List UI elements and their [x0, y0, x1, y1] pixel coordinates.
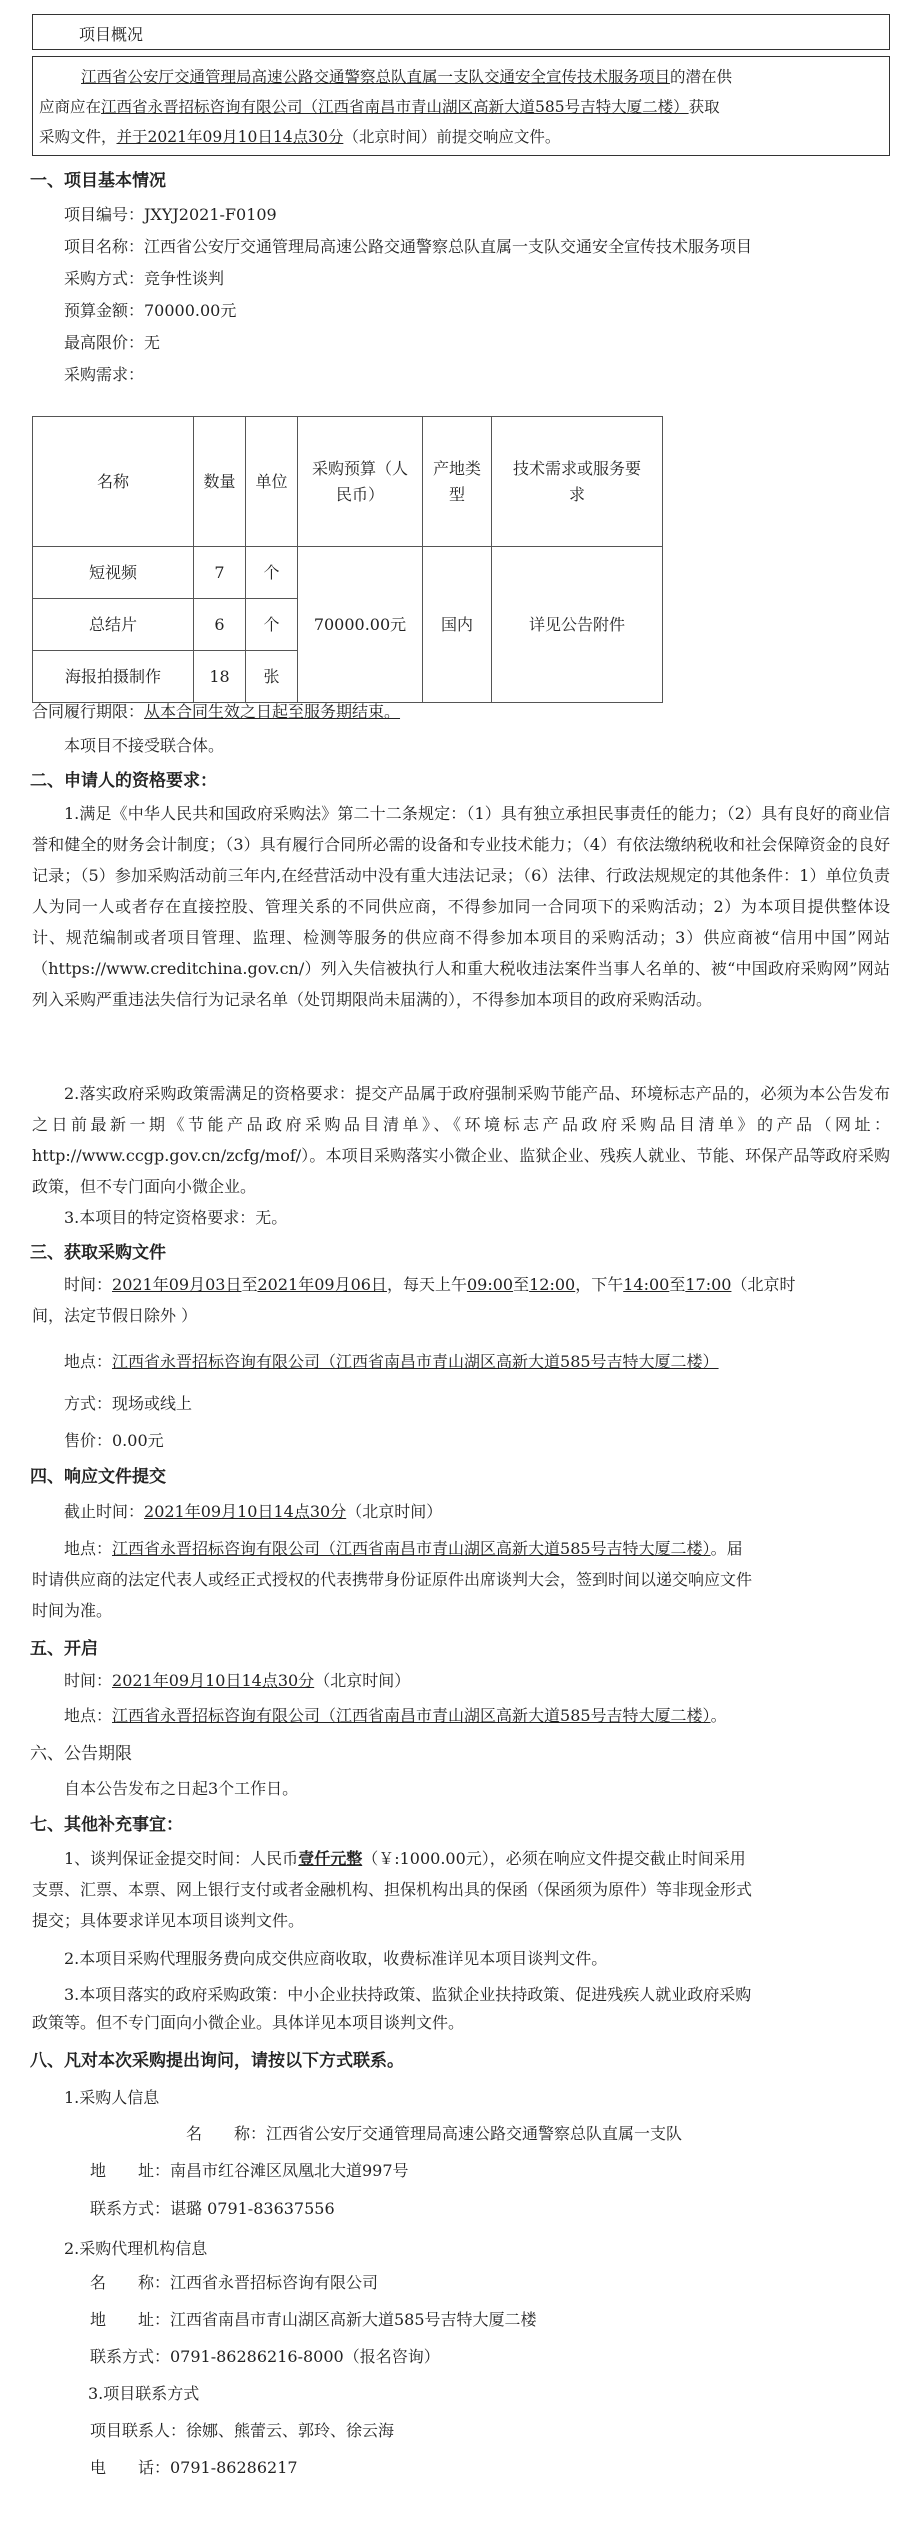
agent-name: 名 称：江西省永晋招标咨询有限公司	[90, 2273, 379, 2292]
deposit-line-2: 支票、汇票、本票、网上银行支付或者金融机构、担保机构出具的保函（保函须为原件）等非现金形式	[32, 1880, 753, 1899]
qualification-p2	[32, 1078, 890, 1202]
opening-place-value: 江西省永晋招标咨询有限公司（江西省南昌市青山湖区高新大道585号吉特大厦二楼）	[112, 1706, 711, 1725]
table-header-cell: 名称	[33, 417, 194, 547]
obtain-time-cont: 间，法定节假日除外 ）	[32, 1306, 198, 1325]
intro-agency: 江西省永晋招标咨询有限公司（江西省南昌市青山湖区高新大道585号吉特大厦二楼）	[101, 98, 689, 116]
intro-text: （北京时间）前提交响应文件。	[343, 128, 561, 146]
intro-line-3	[39, 125, 560, 147]
item-unit: 张	[246, 651, 298, 703]
intro-text: 应商应在	[39, 98, 102, 116]
policy-line-1: 3.本项目落实的政府采购政策：中小企业扶持政策、监狱企业扶持政策、促进残疾人就业政府采购	[64, 1985, 752, 2004]
submit-place-label: 地点：	[64, 1539, 113, 1558]
submit-note: 。届	[710, 1539, 743, 1558]
agent-contact: 联系方式：0791-86286216-8000（报名咨询）	[90, 2347, 440, 2366]
item-qty: 18	[194, 651, 246, 703]
notice-period: 自本公告发布之日起3个工作日。	[64, 1779, 299, 1798]
obtain-time-text: （北京时	[731, 1275, 796, 1294]
project-contact-people: 项目联系人：徐娜、熊蕾云、郭玲、徐云海	[90, 2421, 395, 2440]
table-header-cell: 数量	[194, 417, 246, 547]
contract-period	[32, 699, 400, 722]
submit-note-line-2: 时请供应商的法定代表人或经正式授权的代表携带身份证原件出席谈判大会，签到时间以递交响应文件	[32, 1570, 753, 1589]
table-header-cell: 技术需求或服务要求	[492, 417, 663, 547]
obtain-date-end: 2021年09月06日	[257, 1275, 387, 1294]
obtain-way: 方式：现场或线上	[64, 1394, 193, 1413]
obtain-time-text: 至	[241, 1275, 258, 1294]
qualification-p1	[32, 798, 890, 1015]
project-name: 项目名称：江西省公安厅交通管理局高速公路交通警察总队直属一支队交通安全宣传技术服务项目	[64, 237, 753, 256]
project-number: 项目编号：JXYJ2021-F0109	[64, 205, 277, 224]
max-price: 最高限价：无	[64, 333, 161, 352]
procurement-needs-label: 采购需求：	[64, 365, 145, 384]
submit-deadline-label: 截止时间：	[64, 1502, 145, 1521]
obtain-time-text: 至	[669, 1275, 686, 1294]
item-origin: 国内	[423, 547, 492, 703]
buyer-contact: 联系方式：谌璐 0791-83637556	[90, 2199, 335, 2218]
agent-info-title: 2.采购代理机构信息	[64, 2239, 208, 2258]
intro-text: 的潜在供	[670, 68, 733, 86]
obtain-time-text: 至	[513, 1275, 530, 1294]
section-7-title: 七、其他补充事宜：	[30, 1815, 183, 1835]
submit-deadline	[64, 1499, 442, 1522]
section-4-title: 四、响应文件提交	[30, 1467, 166, 1487]
buyer-info-title: 1.采购人信息	[64, 2088, 160, 2107]
item-name: 海报拍摄制作	[33, 651, 194, 703]
consortium-note: 本项目不接受联合体。	[64, 736, 225, 755]
intro-text: 获取	[688, 98, 720, 116]
procurement-method: 采购方式：竞争性谈判	[64, 269, 225, 288]
intro-deadline: 并于2021年09月10日14点30分	[116, 128, 344, 146]
obtain-pm-end: 17:00	[685, 1275, 732, 1294]
agent-address: 地 址：江西省南昌市青山湖区高新大道585号吉特大厦二楼	[90, 2310, 537, 2329]
agency-fee: 2.本项目采购代理服务费向成交供应商收取，收费标准详见本项目谈判文件。	[64, 1949, 608, 1968]
submit-place	[64, 1536, 743, 1559]
project-contact-title: 3.项目联系方式	[88, 2384, 200, 2403]
deposit-line-1	[64, 1846, 746, 1869]
deposit-text: 1、谈判保证金提交时间：人民币	[64, 1849, 299, 1868]
requirements-table	[32, 416, 663, 703]
item-qty: 7	[194, 547, 246, 599]
intro-box	[32, 56, 890, 156]
section-6-title: 六、公告期限	[30, 1744, 132, 1764]
submit-note-line-3: 时间为准。	[32, 1601, 113, 1620]
opening-place-label: 地点：	[64, 1706, 113, 1725]
opening-place	[64, 1703, 727, 1726]
obtain-time-text: ，每天上午	[386, 1275, 467, 1294]
buyer-name: 名 称：江西省公安厅交通管理局高速公路交通警察总队直属一支队	[186, 2124, 683, 2143]
obtain-place-label: 地点：	[64, 1352, 113, 1371]
table-header-cell: 产地类型	[423, 417, 492, 547]
obtain-price: 售价：0.00元	[64, 1431, 164, 1450]
section-5-title: 五、开启	[30, 1639, 98, 1659]
opening-time	[64, 1668, 410, 1691]
obtain-time-label: 时间：	[64, 1275, 113, 1294]
item-qty: 6	[194, 599, 246, 651]
submit-deadline-value: 2021年09月10日14点30分	[144, 1502, 347, 1521]
intro-line-1	[81, 65, 732, 87]
submit-deadline-tz: （北京时间）	[346, 1502, 443, 1521]
opening-time-label: 时间：	[64, 1671, 113, 1690]
intro-line-2	[39, 95, 720, 117]
qualification-p2-text: 2.落实政府采购政策需满足的资格要求：提交产品属于政府强制采购节能产品、环境标志产品的，必须为本公告发布之日前最新一期《节能产品政府采购品目清单》、《环境标志产品政府采购品目清单》的产品（网址：http://www.ccgp.gov.cn/zcfg/mof/）。本项目采购落实小微企业、监狱企业、残疾人就业、节能、环保产品等政府采购政策，但不专门面向小微企业。	[32, 1084, 890, 1196]
submit-place-value: 江西省永晋招标咨询有限公司（江西省南昌市青山湖区高新大道585号吉特大厦二楼）	[112, 1539, 711, 1558]
table-header-cell: 采购预算（人民币）	[298, 417, 423, 547]
intro-text: 采购文件，	[39, 128, 117, 146]
obtain-pm-start: 14:00	[623, 1275, 670, 1294]
table-header-row	[33, 417, 663, 547]
item-budget: 70000.00元	[298, 547, 423, 703]
qualification-p3: 3.本项目的特定资格要求：无。	[64, 1208, 288, 1227]
item-unit: 个	[246, 599, 298, 651]
overview-header-box	[32, 14, 890, 50]
project-contact-phone: 电 话：0791-86286217	[90, 2458, 298, 2477]
obtain-time	[64, 1272, 795, 1295]
obtain-place-value: 江西省永晋招标咨询有限公司（江西省南昌市青山湖区高新大道585号吉特大厦二楼）	[112, 1352, 719, 1371]
contract-period-label: 合同履行期限：	[32, 702, 145, 721]
intro-project-name: 江西省公安厅交通管理局高速公路交通警察总队直属一支队交通安全宣传技术服务项目	[81, 68, 671, 86]
table-header-cell: 单位	[246, 417, 298, 547]
overview-title: 项目概况	[79, 25, 144, 44]
obtain-place	[64, 1349, 719, 1372]
section-3-title: 三、获取采购文件	[30, 1243, 166, 1263]
section-8-title: 八、凡对本次采购提出询问，请按以下方式联系。	[30, 2051, 404, 2071]
section-1-title: 一、项目基本情况	[30, 171, 166, 191]
contract-period-value: 从本合同生效之日起至服务期结束。	[144, 702, 401, 721]
opening-place-end: 。	[710, 1706, 727, 1725]
table-row	[33, 547, 663, 599]
deposit-amount: 壹仟元整	[298, 1849, 363, 1868]
buyer-address: 地 址：南昌市红谷滩区凤凰北大道997号	[90, 2161, 409, 2180]
opening-time-tz: （北京时间）	[314, 1671, 411, 1690]
section-2-title: 二、申请人的资格要求：	[30, 771, 217, 791]
obtain-am-start: 09:00	[466, 1275, 514, 1294]
item-unit: 个	[246, 547, 298, 599]
obtain-am-end: 12:00	[529, 1275, 576, 1294]
deposit-text: （￥:1000.00元），必须在响应文件提交截止时间采用	[362, 1849, 746, 1868]
policy-line-2: 政策等。但不专门面向小微企业。具体详见本项目谈判文件。	[32, 2013, 465, 2032]
item-name: 总结片	[33, 599, 194, 651]
item-requirement: 详见公告附件	[492, 547, 663, 703]
deposit-line-3: 提交；具体要求详见本项目谈判文件。	[32, 1911, 305, 1930]
opening-time-value: 2021年09月10日14点30分	[112, 1671, 315, 1690]
obtain-date-start: 2021年09月03日	[112, 1275, 242, 1294]
obtain-time-text: ，下午	[575, 1275, 624, 1294]
item-name: 短视频	[33, 547, 194, 599]
qualification-p1-text: 1.满足《中华人民共和国政府采购法》第二十二条规定：（1）具有独立承担民事责任的能力；（2）具有良好的商业信誉和健全的财务会计制度；（3）具有履行合同所必需的设备和专业技术能力；（4）有依法缴纳税收和社会保障资金的良好记录；（5）参加采购活动前三年内,在经营活动中没有重大违法记录；（6）法律、行政法规规定的其他条件：1）单位负责人为同一人或者存在直接控股、管理关系的不同供应商，不得参加同一合同项下的采购活动；2）为本项目提供整体设计、规范编制或者项目管理、监理、检测等服务的供应商不得参加本项目的采购活动；3）供应商被“信用中国”网站（https://www.creditchina.gov.cn/）列入失信被执行人和重大税收违法案件当事人名单的、被“中国政府采购网”网站列入采购严重违法失信行为记录名单（处罚期限尚未届满的），不得参加本项目的政府采购活动。	[32, 804, 890, 1009]
budget-amount: 预算金额：70000.00元	[64, 301, 237, 320]
